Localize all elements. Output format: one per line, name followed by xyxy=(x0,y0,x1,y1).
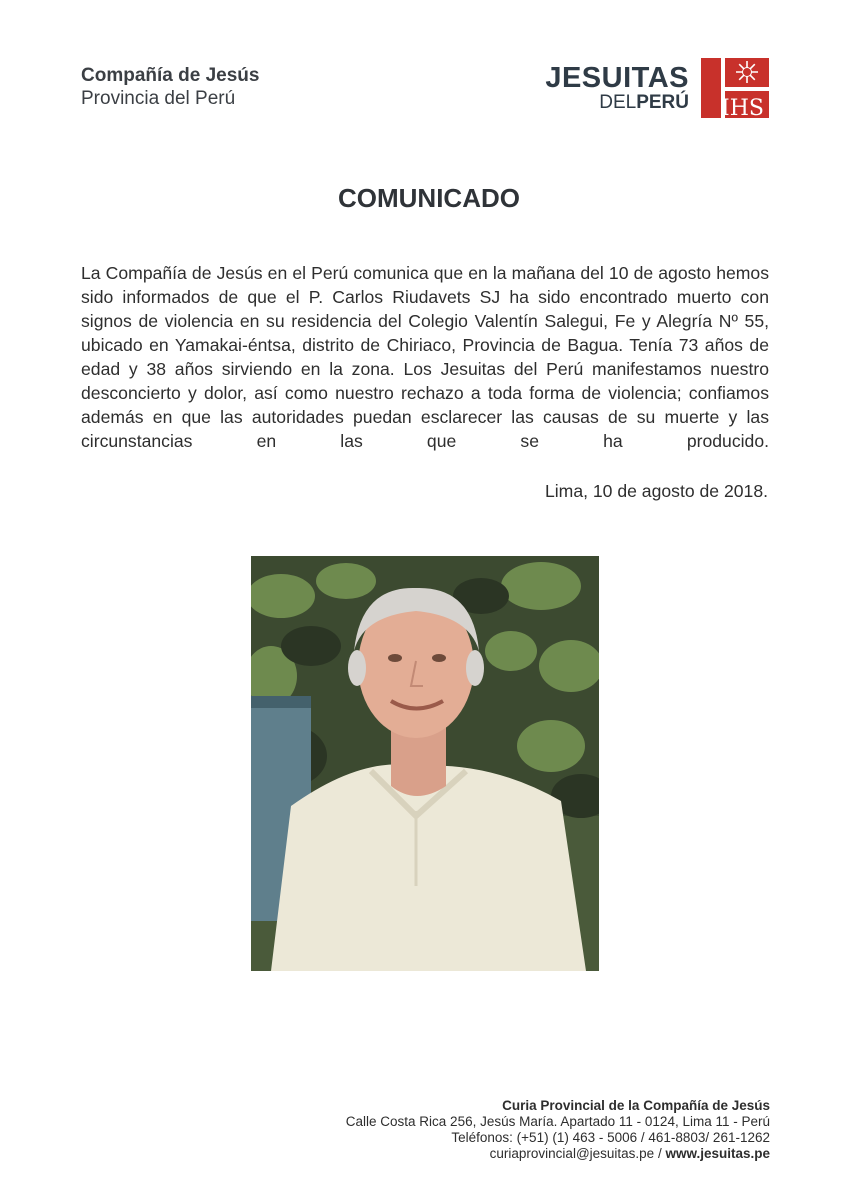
communique-date: Lima, 10 de agosto de 2018. xyxy=(544,481,768,501)
organization-header xyxy=(81,64,259,110)
logo-del: DEL xyxy=(599,92,637,113)
footer-separator: / xyxy=(654,1146,666,1161)
ihs-emblem-icon xyxy=(701,58,769,118)
ihs-monogram: IHS xyxy=(721,96,764,118)
footer-phones: Teléfonos: (+51) (1) 463 - 5006 / 461-8803/ 261-1262 xyxy=(451,1130,770,1145)
logo-wordmark: JESUITAS xyxy=(545,62,689,94)
organization-subtitle: Provincia del Perú xyxy=(81,88,236,109)
footer-email-link[interactable]: curiaprovincial@jesuitas.pe xyxy=(489,1146,655,1161)
footer-contact xyxy=(346,1098,770,1162)
logo-subwordmark xyxy=(599,92,689,114)
footer-web-line xyxy=(346,1146,770,1162)
communique-body: La Compañía de Jesús en el Perú comunica que en la mañana del 10 de agosto hemos sido informados de que el P. Carlos Riudavets SJ ha sido encontrado muerto con signos de violencia en su residencia del Colegio Valentín Salegui, Fe y Alegría Nº 55, ubicado en Yamakai-éntsa, distrito de Chiriaco, Provincia de Bagua. Tenía 73 años de edad y 38 años sirviendo en la zona. Los Jesuitas del Perú manifestamos nuestro desconcierto y dolor, así como nuestro rechazo a toda forma de violencia; confiamos además en que las autoridades puedan esclarecer las causas de su muerte y las circunstancias en las que se ha producido. xyxy=(81,263,769,451)
organization-name: Compañía de Jesús xyxy=(81,65,260,86)
logo-peru: PERÚ xyxy=(636,92,689,113)
jesuitas-logo xyxy=(543,58,769,120)
footer-address: Calle Costa Rica 256, Jesús María. Apartado 11 - 0124, Lima 11 - Perú xyxy=(345,1114,770,1129)
footer-website-link[interactable]: www.jesuitas.pe xyxy=(665,1146,770,1161)
portrait-photo xyxy=(251,556,599,971)
page-title: COMUNICADO xyxy=(338,183,520,213)
footer-organization: Curia Provincial de la Compañía de Jesús xyxy=(502,1098,770,1113)
